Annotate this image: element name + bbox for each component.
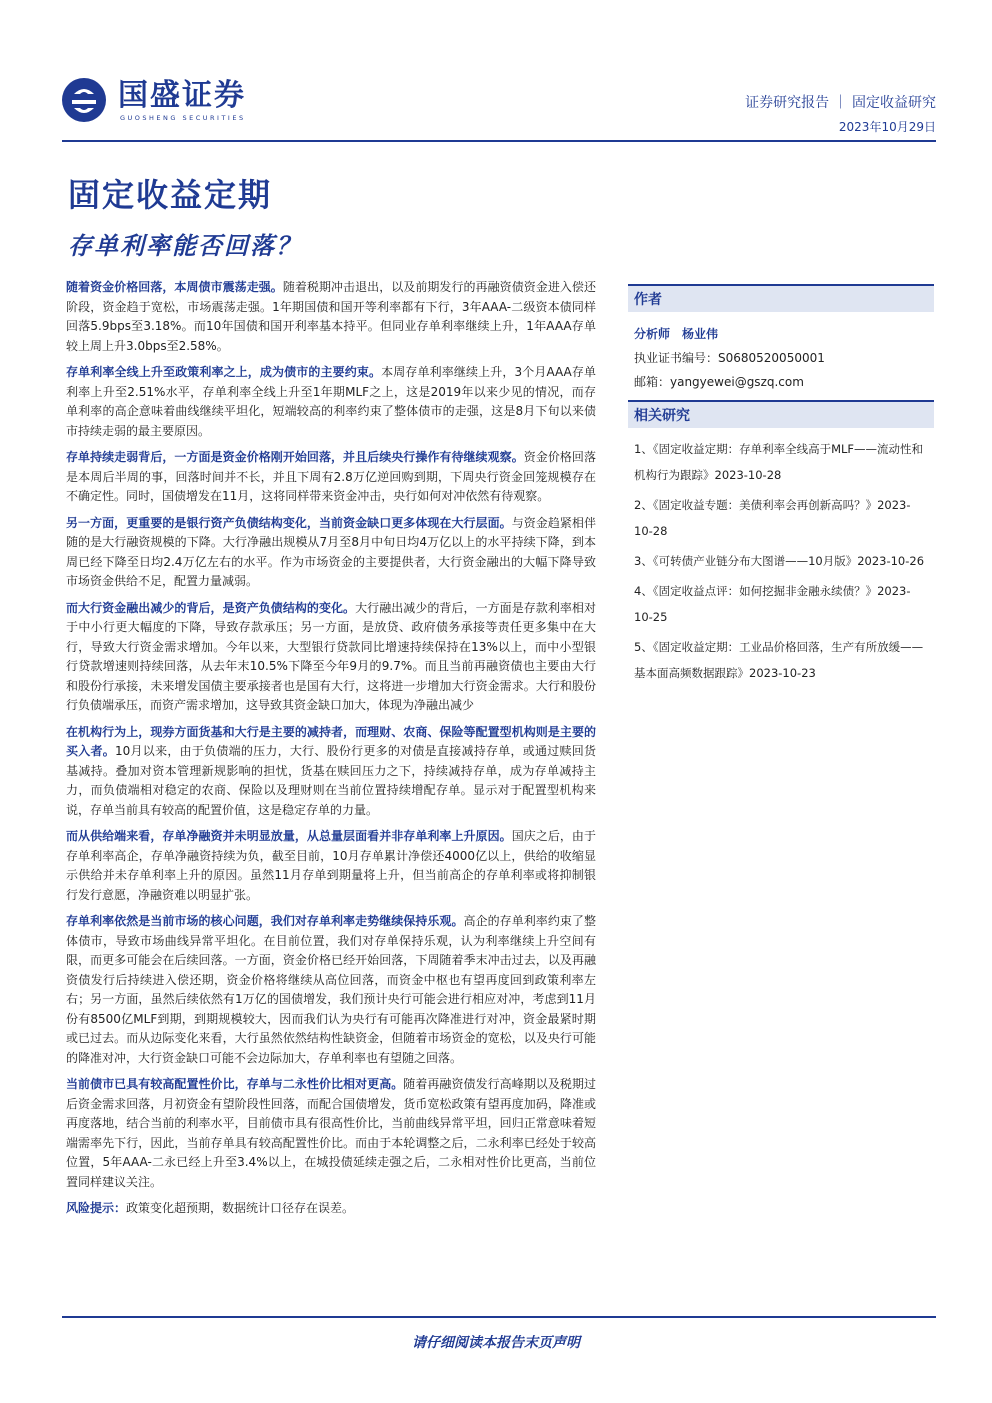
paragraph-lead: 存单持续走弱背后，一方面是资金价格刚开始回落，并且后续央行操作有待继续观察。 xyxy=(66,450,524,464)
paragraph-body: 随着税期冲击退出，以及前期发行的再融资债资金进入偿还阶段，资金趋于宽松，市场震荡走强。1年期国债和国开等利率都有下行，3年AAA-二级资本债同样回落5.9bps至3.18%。而10年国债和国开利率基本持平。但同业存单利率继续上升，1年AAA存单较上周上升3.0bps至2.58%。 xyxy=(66,280,596,353)
related-research-item[interactable]: 5、《固定收益定期：工业品价格回落，生产有所放缓——基本面高频数据跟踪》2023-10-23 xyxy=(634,640,924,680)
paragraph-body: 随着再融资债发行高峰期以及税期过后资金需求回落，月初资金有望阶段性回落，而配合国债增发，货币宽松政策有望再度加码，降准或再度落地，结合当前的利率水平，目前债市具有很高性价比，当前曲线异常平坦，回归正常意味着短端需率先下行，因此，当前存单具有较高配置性价比。而由于本轮调整之后，二永利率已经处于较高位置，5年AAA-二永已经上升至3.4%以上，在城投债延续走强之后，二永相对性价比更高，当前位置同样建议关注。 xyxy=(66,1077,596,1189)
paragraph-lead: 存单利率依然是当前市场的核心问题，我们对存单利率走势继续保持乐观。 xyxy=(66,914,464,928)
risk-body: 政策变化超预期，数据统计口径存在误差。 xyxy=(126,1201,355,1215)
logo-chinese: 国盛证券 xyxy=(118,78,246,113)
analyst-name: 杨业伟 xyxy=(682,327,719,341)
company-logo xyxy=(60,76,260,126)
paragraph-lead: 另一方面，更重要的是银行资产负债结构变化，当前资金缺口更多体现在大行层面。 xyxy=(66,515,512,530)
risk-label: 风险提示： xyxy=(66,1201,127,1215)
paragraph xyxy=(66,278,596,356)
paragraph-lead: 存单利率全线上升至政策利率之上，成为债市的主要约束。 xyxy=(66,365,382,379)
author-info xyxy=(634,322,928,394)
footer-divider xyxy=(62,1316,936,1318)
paragraph xyxy=(66,363,596,441)
author-email[interactable]: 邮箱：yangyewei@gszq.com xyxy=(634,375,804,389)
related-research-item[interactable]: 3、《可转债产业链分布大图谱——10月版》2023-10-26 xyxy=(634,554,925,568)
paragraph-body: 与资金趋紧相伴随的是大行融资规模的下降。大行净融出规模从7月至8月中旬日均4万亿以上的水平持续下降，到本周已经下降至日均2.4万亿左右的水平。作为市场资金的主要提供者，大行资金融出的大幅下降导致市场资金供给不足，配置力量减弱。 xyxy=(66,515,596,588)
paragraph-body: 资金价格回落是本周后半周的事，回落时间并不长，并且下周有2.8万亿逆回购到期，下周央行资金回笼规模存在不确定性。同时，国债增发在11月，这将同样带来资金冲击，央行如何对冲依然有待观察。 xyxy=(66,450,596,503)
paragraph xyxy=(66,599,596,716)
paragraph-body: 国庆之后，由于存单利率高企，存单净融资持续为负，截至目前，10月存单累计净偿还4000亿以上，供给的收缩显示供给并未存单利率上升的原因。虽然11月存单到期量将上升，但当前高企的存单利率或将抑制银行发行意愿，净融资难以明显扩张。 xyxy=(66,829,596,902)
paragraph-lead: 当前债市已具有较高配置性价比，存单与二永性价比相对更高。 xyxy=(66,1077,404,1091)
related-research-heading: 相关研究 xyxy=(628,400,934,428)
license-number: 执业证书编号：S0680520050001 xyxy=(634,351,825,365)
footer-disclaimer: 请仔细阅读本报告末页声明 xyxy=(412,1335,580,1351)
sidebar xyxy=(628,284,934,690)
report-category: 证券研究报告 ｜ 固定收益研究 xyxy=(745,95,936,111)
paragraph xyxy=(66,1075,596,1192)
author-heading: 作者 xyxy=(628,284,934,312)
paragraph xyxy=(66,448,596,507)
logo-english: GUOSHENG SECURITIES xyxy=(120,114,246,122)
paragraph xyxy=(66,514,596,592)
paragraph-body: 大行融出减少的背后，一方面是存款利率相对于中小行更大幅度的下降，导致存款承压；另一方面，是放贷、政府债务承接等责任更多集中在大行，导致大行资金需求增加。今年以来，大型银行贷款同比增速持续保持在13%以上，而中小型银行贷款增速则持续回落，从去年末10.5%下降至今年9月的9.7%。而且当前再融资债也主要由大行和股份行承接，未来增发国债主要承接者也是国有大行，这将进一步增加大行资金需求。大行和股份行负债端承压，而资产需求增加，这导致其资金缺口加大，体现为净融出减少 xyxy=(66,600,596,712)
paragraph-body: 本周存单利率继续上升，3个月AAA存单利率上升至2.51%水平，存单利率全线上升至1年期MLF之上，这是2019年以来少见的情况，而存单利率的高企意味着曲线继续平坦化，短端较高的利率约束了整体债市的走强，这是8月下旬以来债市持续走弱的最主要原因。 xyxy=(66,365,596,438)
document-title: 存单利率能否回落？ xyxy=(68,232,302,260)
paragraph-body: 10月以来，由于负债端的压力，大行、股份行更多的对债是直接减持存单，或通过赎回货基减持。叠加对资本管理新规影响的担忧，货基在赎回压力之下，持续减持存单，成为存单减持主力，而负债端相对稳定的农商、保险以及理财则在当前位置持续增配存单。显示对于配置型机构来说，存单当前具有较高的配置价值，这是稳定存单的力量。 xyxy=(66,744,596,817)
analyst-label: 分析师 xyxy=(634,327,671,341)
paragraph xyxy=(66,912,596,1068)
related-research-list xyxy=(634,436,928,686)
document-type: 固定收益定期 xyxy=(68,176,273,214)
main-content xyxy=(66,278,596,1226)
risk-warning xyxy=(66,1199,596,1219)
related-research-item[interactable]: 2、《固定收益专题：美债利率会再创新高吗？》2023-10-28 xyxy=(634,498,911,538)
paragraph-lead: 而从供给端来看，存单净融资并未明显放量，从总量层面看并非存单利率上升原因。 xyxy=(66,829,512,843)
logo-mark-icon xyxy=(60,76,108,124)
paragraph-lead: 而大行资金融出减少的背后，是资产负债结构的变化。 xyxy=(66,600,356,615)
paragraph xyxy=(66,827,596,905)
related-research-item[interactable]: 1、《固定收益定期：存单利率全线高于MLF——流动性和机构行为跟踪》2023-10-28 xyxy=(634,442,924,482)
report-date: 2023年10月29日 xyxy=(838,120,936,134)
header-divider xyxy=(62,140,936,142)
paragraph-lead: 在机构行为上，现券方面货基和大行是主要的减持者，而理财、农商、保险等配置型机构则是主要的买入者。 xyxy=(66,724,596,758)
paragraph xyxy=(66,723,596,821)
paragraph-body: 高企的存单利率约束了整体债市，导致市场曲线异常平坦化。在目前位置，我们对存单保持乐观，认为利率继续上升空间有限，而更多可能会在后续回落。一方面，资金价格已经开始回落，下周随着季末冲击过去，以及再融资债发行后持续进入偿还期，资金价格将继续从高位回落，而资金中枢也有望再度回到政策利率左右；另一方面，虽然后续依然有1万亿的国债增发，我们预计央行可能会进行相应对冲，考虑到11月份有8500亿MLF到期，到期规模较大，因而我们认为央行有可能再次降准进行对冲，资金最紧时期或已过去。而从边际变化来看，大行虽然依然结构性缺资金，但随着市场资金的宽松，以及央行可能的降准对冲，大行资金缺口可能不会边际加大，存单利率也有望随之回落。 xyxy=(66,914,596,1065)
analyst-line xyxy=(634,322,928,346)
paragraph-lead: 随着资金价格回落，本周债市震荡走强。 xyxy=(66,280,283,294)
related-research-item[interactable]: 4、《固定收益点评：如何挖掘非金融永续债？》2023-10-25 xyxy=(634,584,911,624)
